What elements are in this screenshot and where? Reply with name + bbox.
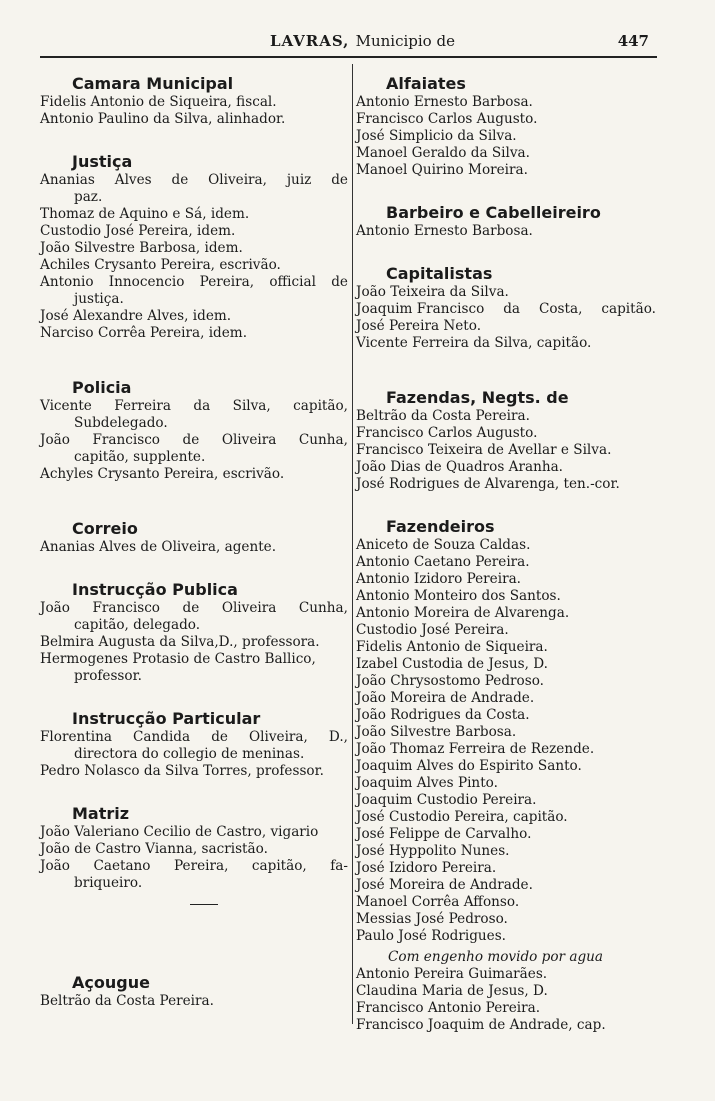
running-title-place: LAVRAS,: [270, 32, 350, 50]
list-item: José Custodio Pereira, capitão.: [356, 809, 568, 825]
list-item-continuation: capitão, delegado.: [74, 617, 201, 633]
section-title: Fazendas, Negts. de: [386, 388, 569, 407]
section-justica: [40, 152, 348, 342]
list-item: Fidelis Antonio de Siqueira.: [356, 639, 548, 655]
list-item: Achyles Crysanto Pereira, escrivão.: [40, 466, 285, 482]
section-fazendeiros: [356, 517, 656, 1034]
list-item: João Dias de Quadros Aranha.: [356, 459, 563, 475]
word: Costa,: [538, 301, 583, 317]
section-fazendas: [356, 388, 656, 493]
section-title: Barbeiro e Cabelleireiro: [386, 203, 601, 222]
word: official: [269, 274, 316, 290]
section-instrucao-particular: [40, 709, 348, 780]
list-item: João de Castro Vianna, sacristão.: [40, 841, 268, 857]
word: João: [40, 858, 70, 874]
word: Oliveira: [221, 432, 277, 448]
list-item: José Izidoro Pereira.: [356, 860, 497, 876]
word: Alves: [114, 172, 152, 188]
word: juiz: [286, 172, 312, 188]
section-title: Instrucção Particular: [72, 709, 261, 728]
word: de: [171, 172, 189, 188]
word: Joaquim Francisco: [356, 301, 485, 317]
list-item: Claudina Maria de Jesus, D.: [356, 983, 548, 999]
list-item: Joaquim Alves do Espirito Santo.: [356, 758, 582, 774]
column-divider: [352, 64, 353, 1024]
section-policia: [40, 378, 348, 483]
section-title: Açougue: [72, 973, 150, 992]
list-item: Antonio Pereira Guimarães.: [356, 966, 548, 982]
page-number: 447: [617, 32, 649, 50]
word: Francisco: [92, 432, 160, 448]
list-item: Manoel Corrêa Affonso.: [356, 894, 520, 910]
list-item: [40, 172, 348, 189]
section-title: Capitalistas: [386, 264, 493, 283]
list-item: Hermogenes Protasio de Castro Ballico,: [40, 651, 316, 667]
list-item: Antonio Paulino da Silva, alinhador.: [40, 111, 286, 127]
list-item: Antonio Ernesto Barbosa.: [356, 94, 533, 110]
list-item: [40, 274, 348, 291]
section-acougue: [40, 973, 348, 1010]
list-item: [40, 398, 348, 415]
list-item-continuation: justiça.: [74, 291, 124, 307]
section-title: Alfaiates: [386, 74, 466, 93]
word: Ananias: [40, 172, 95, 188]
list-item: Fidelis Antonio de Siqueira, fiscal.: [40, 94, 277, 110]
list-item: [40, 600, 348, 617]
word: da: [193, 398, 211, 414]
section-title: Policia: [72, 378, 132, 397]
word: Pereira,: [199, 274, 255, 290]
list-item: João Silvestre Barbosa.: [356, 724, 517, 740]
list-item-continuation: paz.: [74, 189, 103, 205]
list-item: Achiles Crysanto Pereira, escrivão.: [40, 257, 281, 273]
list-item: Paulo José Rodrigues.: [356, 928, 506, 944]
word: Cunha,: [298, 600, 348, 616]
list-item: Antonio Monteiro dos Santos.: [356, 588, 561, 604]
list-item: João Teixeira da Silva.: [356, 284, 509, 300]
list-item: Manoel Geraldo da Silva.: [356, 145, 530, 161]
section-title: Matriz: [72, 804, 130, 823]
list-item: João Silvestre Barbosa, idem.: [40, 240, 243, 256]
list-item: João Chrysostomo Pedroso.: [356, 673, 544, 689]
list-item: João Valeriano Cecilio de Castro, vigario: [40, 824, 319, 840]
word: Pereira,: [174, 858, 229, 874]
list-item: [356, 301, 656, 318]
list-item: Joaquim Custodio Pereira.: [356, 792, 537, 808]
list-item-continuation: capitão, supplente.: [74, 449, 206, 465]
list-item: Joaquim Alves Pinto.: [356, 775, 498, 791]
list-item: Francisco Teixeira de Avellar e Silva.: [356, 442, 612, 458]
list-item: Izabel Custodia de Jesus, D.: [356, 656, 548, 672]
section-barbeiro: [356, 203, 656, 240]
section-title: Justiça: [72, 152, 133, 171]
word: Antonio: [40, 274, 94, 290]
word: de: [182, 432, 200, 448]
word: Oliveira: [221, 600, 277, 616]
word: capitão,: [251, 858, 307, 874]
list-item: José Simplicio da Silva.: [356, 128, 517, 144]
word: de: [182, 600, 200, 616]
word: Oliveira,: [249, 729, 308, 745]
section-title: Correio: [72, 519, 138, 538]
list-item: Francisco Joaquim de Andrade, cap.: [356, 1017, 606, 1033]
list-item: José Felippe de Carvalho.: [356, 826, 532, 842]
section-alfaiates: [356, 74, 656, 179]
list-item: Antonio Ernesto Barbosa.: [356, 223, 533, 239]
right-column: [356, 74, 656, 1034]
left-column: [40, 74, 348, 1010]
list-item: Antonio Moreira de Alvarenga.: [356, 605, 570, 621]
list-item: Pedro Nolasco da Silva Torres, professor.: [40, 763, 324, 779]
list-item: [40, 858, 348, 875]
list-item: Aniceto de Souza Caldas.: [356, 537, 531, 553]
list-item: Belmira Augusta da Silva,D., professora.: [40, 634, 320, 650]
list-item-continuation: Subdelegado.: [74, 415, 168, 431]
list-item: Francisco Carlos Augusto.: [356, 111, 538, 127]
list-item: José Alexandre Alves, idem.: [40, 308, 232, 324]
word: João: [40, 600, 70, 616]
running-title-rest: Municipio de: [355, 32, 455, 50]
word: Vicente: [40, 398, 92, 414]
section-matriz: [40, 804, 348, 905]
list-item: Beltrão da Costa Pereira.: [40, 993, 214, 1009]
word: capitão,: [293, 398, 348, 414]
word: D.,: [328, 729, 348, 745]
word: de: [211, 729, 228, 745]
header-rule: [40, 56, 657, 58]
list-item: Custodio José Pereira, idem.: [40, 223, 236, 239]
list-item: Manoel Quirino Moreira.: [356, 162, 528, 178]
word: Cunha,: [298, 432, 348, 448]
list-item: Custodio José Pereira.: [356, 622, 509, 638]
word: da: [503, 301, 521, 317]
word: Caetano: [93, 858, 151, 874]
list-item: João Rodrigues da Costa.: [356, 707, 530, 723]
list-item: José Pereira Neto.: [356, 318, 482, 334]
word: Ferreira: [114, 398, 171, 414]
word: capitão.: [601, 301, 656, 317]
list-item: José Rodrigues de Alvarenga, ten.-cor.: [356, 476, 620, 492]
section-title: Instrucção Publica: [72, 580, 238, 599]
list-item: Ananias Alves de Oliveira, agente.: [40, 539, 277, 555]
section-title: Camara Municipal: [72, 74, 234, 93]
list-item-continuation: professor.: [74, 668, 142, 684]
word: de: [331, 172, 348, 188]
list-item: João Moreira de Andrade.: [356, 690, 535, 706]
list-item: Thomaz de Aquino e Sá, idem.: [40, 206, 250, 222]
list-item: Antonio Izidoro Pereira.: [356, 571, 521, 587]
running-title: [270, 32, 455, 50]
list-item: [40, 729, 348, 746]
section-instrucao-publica: [40, 580, 348, 685]
list-item: João Thomaz Ferreira de Rezende.: [356, 741, 595, 757]
word: Francisco: [92, 600, 160, 616]
list-item: Francisco Carlos Augusto.: [356, 425, 538, 441]
word: Silva,: [232, 398, 271, 414]
list-item: Antonio Caetano Pereira.: [356, 554, 530, 570]
list-item-continuation: briqueiro.: [74, 875, 143, 891]
word: Oliveira,: [208, 172, 267, 188]
list-item: Vicente Ferreira da Silva, capitão.: [356, 335, 592, 351]
list-item: José Hyppolito Nunes.: [356, 843, 510, 859]
word: Innocencio: [108, 274, 185, 290]
word: fa-: [330, 858, 348, 874]
section-capitalistas: [356, 264, 656, 352]
word: de: [331, 274, 348, 290]
subheading: Com engenho movido por agua: [388, 949, 604, 965]
list-item: [40, 432, 348, 449]
list-item-continuation: directora do collegio de meninas.: [74, 746, 305, 762]
word: Candida: [133, 729, 191, 745]
word: João: [40, 432, 70, 448]
page-header: [40, 32, 657, 54]
section-correio: [40, 519, 348, 556]
list-item: Francisco Antonio Pereira.: [356, 1000, 541, 1016]
list-item: Beltrão da Costa Pereira.: [356, 408, 530, 424]
list-item: José Moreira de Andrade.: [356, 877, 533, 893]
section-camara-municipal: [40, 74, 348, 128]
section-title: Fazendeiros: [386, 517, 495, 536]
word: Florentina: [40, 729, 112, 745]
list-item: Narciso Corrêa Pereira, idem.: [40, 325, 248, 341]
list-item: Messias José Pedroso.: [356, 911, 508, 927]
